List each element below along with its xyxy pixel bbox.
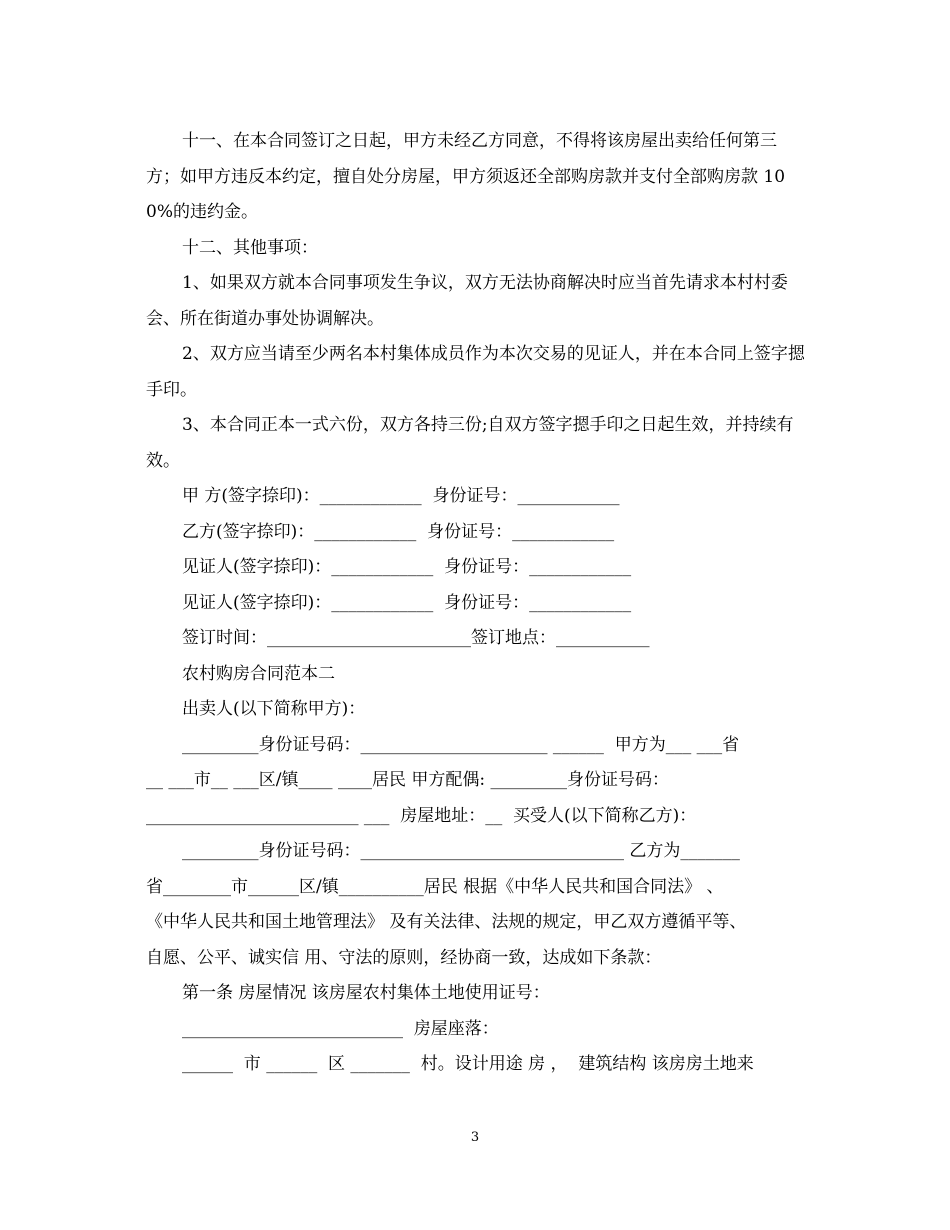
clause-twelve-item-2: 2、双方应当请至少两名本村集体成员作为本次交易的见证人，并在本合同上签字摁手印。 (146, 344, 805, 400)
body-line: _________身份证号码：_______________________________ 乙方为_______ (182, 841, 740, 861)
clause-twelve-heading: 十二、其他事项： (182, 237, 318, 258)
document-page (146, 124, 806, 1083)
article-one-line: 第一条 房屋情况 该房屋农村集体土地使用证号： (182, 983, 550, 1003)
clause-twelve-item-1: 1、如果双方就本合同事项发生争议，双方无法协商解决时应当首先请求本村村委会、所在街道办事处协调解决。 (146, 273, 788, 329)
signature-line-party-b: 乙方(签字捺印)：____________ 身份证号：____________ (182, 521, 615, 542)
seller-heading: 出卖人(以下简称甲方)： (182, 699, 366, 719)
page-number: 3 (470, 1130, 480, 1145)
signing-date-place-line: 签订时间：________________________签订地点：___________ (182, 628, 650, 648)
body-line: __ ___市__ ___区/镇____ ____居民 甲方配偶: _________身份证号码： (146, 770, 669, 790)
clause-eleven: 十一、在本合同签订之日起，甲方未经乙方同意，不得将该房屋出卖给任何第三方；如甲方违反本约定，擅自处分房屋，甲方须返还全部购房款并支付全部购房款 100%的违约金。 (146, 131, 786, 222)
body-line: 省________市______区/镇__________居民 根据《中华人民共和国合同法》 、 (146, 876, 724, 897)
signature-line-witness-1: 见证人(签字捺印)：____________ 身份证号：____________ (182, 557, 632, 577)
template-title: 农村购房合同范本二 (182, 663, 335, 684)
body-line: 《中华人民共和国土地管理法》 及有关法律、法规的规定，甲乙双方遵循平等、 (146, 912, 747, 932)
clause-twelve-item-3: 3、本合同正本一式六份，双方各持三份;自双方签字摁手印之日起生效，并持续有效。 (146, 415, 794, 471)
body-line: _________________________ ___ 房屋地址：__ 买受人(以下简称乙方)： (146, 805, 697, 826)
signature-line-party-a: 甲 方(签字捺印)：____________ 身份证号：____________ (182, 486, 620, 506)
contract-body (146, 728, 806, 1083)
body-line: _________身份证号码：______________________ ______ 甲方为___ ___省 (182, 734, 740, 755)
body-line: 自愿、公平、诚实信 用、守法的原则，经协商一致，达成如下条款： (146, 947, 662, 968)
signature-line-witness-2: 见证人(签字捺印)：____________ 身份证号：____________ (182, 592, 632, 613)
body-line: __________________________ 房屋座落： (182, 1018, 499, 1039)
body-line: ______ 市 ______ 区 _______ 村。设计用途 房 ， 建筑结构 该房房土地来 (182, 1054, 754, 1074)
